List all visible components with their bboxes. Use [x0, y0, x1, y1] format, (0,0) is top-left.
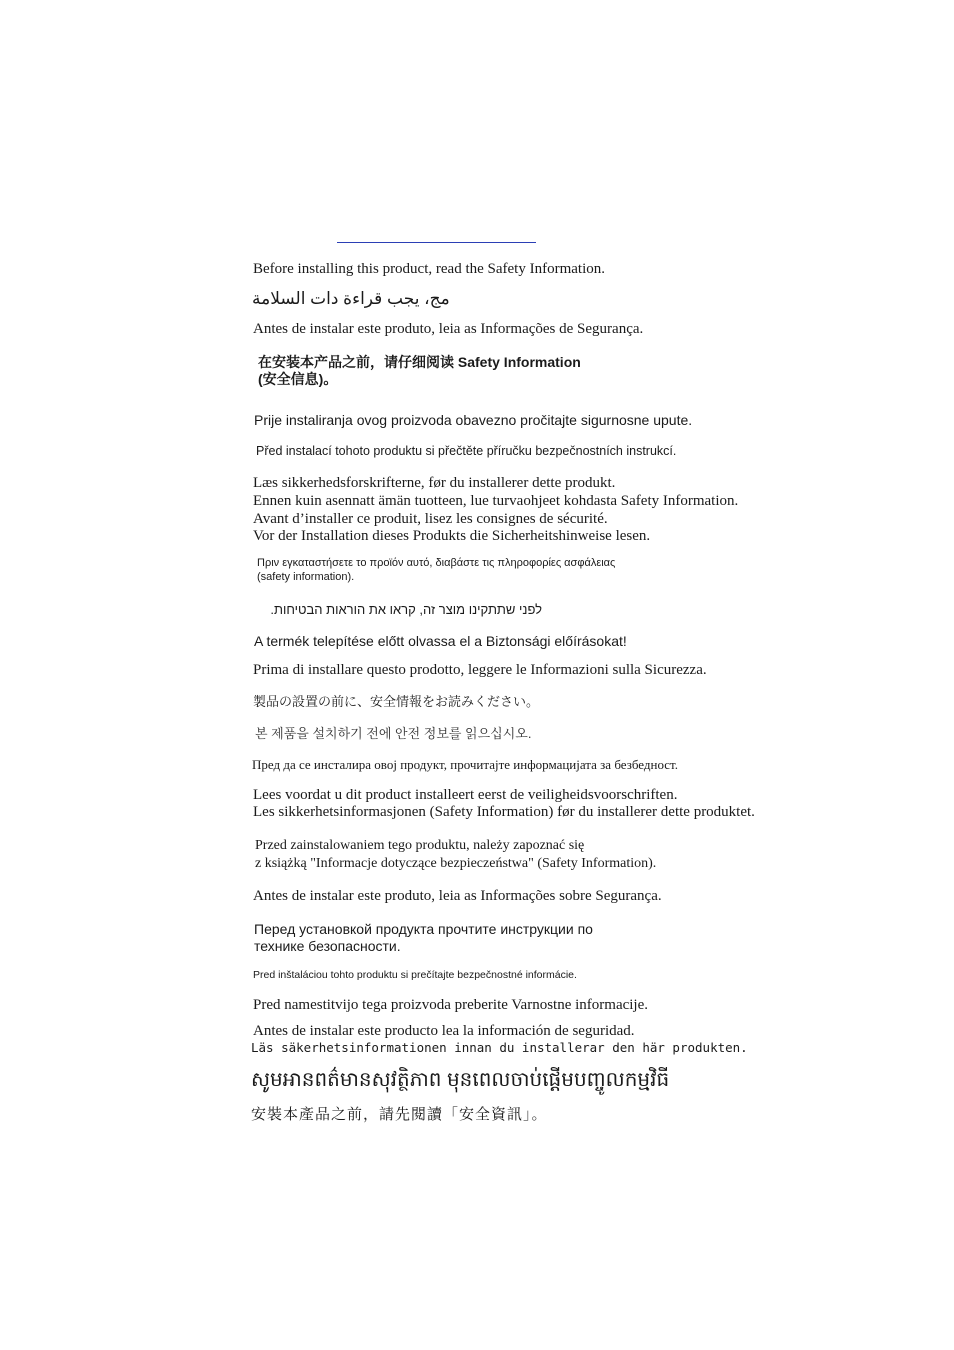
safety-line-polish-2: z książką "Informacje dotyczące bezpieczeństwa" (Safety Information). [255, 856, 657, 871]
safety-line-english: Before installing this product, read the Safety Information. [253, 261, 605, 277]
safety-line-czech: Před instalací tohoto produktu si přečtěte příručku bezpečnostních instrukcí. [256, 444, 677, 458]
safety-line-chinese-traditional: 安裝本產品之前，請先閱讀「安全資訊」。 [251, 1107, 548, 1123]
safety-line-french: Avant d’installer ce produit, lisez les consignes de sécurité. [253, 511, 608, 527]
safety-line-polish-1: Przed zainstalowaniem tego produktu, należy zapoznać się [255, 838, 585, 853]
safety-line-croatian: Prije instaliranja ovog proizvoda obavezno pročitajte sigurnosne upute. [254, 412, 693, 428]
safety-line-slovenian: Pred namestitvijo tega proizvoda preberite Varnostne informacije. [253, 997, 649, 1013]
safety-line-arabic: مج، يجب قراءة دات السلامة [252, 289, 450, 308]
safety-line-norwegian: Les sikkerhetsinformasjonen (Safety Information) før du installerer dette produktet. [253, 804, 755, 820]
safety-line-russian-1: Перед установкой продукта прочтите инструкции по [254, 921, 593, 937]
safety-line-german: Vor der Installation dieses Produkts die Sicherheitshinweise lesen. [253, 528, 651, 544]
safety-line-finnish: Ennen kuin asennatt ämän tuotteen, lue turvaohjeet kohdasta Safety Information. [253, 493, 739, 509]
link-underline [337, 242, 536, 243]
safety-line-hungarian: A termék telepítése előtt olvassa el a Biztonsági előírásokat! [254, 633, 627, 649]
safety-line-spanish: Antes de instalar este producto lea la información de seguridad. [253, 1023, 635, 1039]
safety-line-italian: Prima di installare questo prodotto, leggere le Informazioni sulla Sicurezza. [253, 662, 707, 678]
safety-line-russian-2: технике безопасности. [254, 938, 401, 954]
safety-line-macedonian: Пред да се инсталира овој продукт, прочитајте информацијата за безбедност. [252, 757, 678, 772]
safety-line-khmer: សូមអានពត៌មានសុវត្ថិភាព មុនពេលចាប់ផ្តើមបញ្ចូលកម្មវិធី [251, 1069, 670, 1091]
safety-line-portuguese-br: Antes de instalar este produto, leia as Informações de Segurança. [253, 321, 644, 337]
safety-line-portuguese: Antes de instalar este produto, leia as Informações sobre Segurança. [253, 888, 662, 904]
safety-line-chinese-simplified-2: (安全信息)。 [258, 371, 338, 387]
safety-line-japanese: 製品の設置の前に、安全情報をお読みください。 [253, 694, 540, 709]
safety-line-greek-1: Πριν εγκαταστήσετε το προϊόν αυτό, διαβάστε τις πληροφορίες ασφάλειας [257, 557, 616, 569]
safety-line-danish: Læs sikkerhedsforskrifterne, før du installerer dette produkt. [253, 475, 616, 491]
safety-line-chinese-simplified-1: 在安装本产品之前，请仔细阅读 Safety Information [258, 354, 581, 370]
safety-line-greek-2: (safety information). [257, 571, 355, 583]
safety-line-swedish: Läs säkerhetsinformationen innan du installerar den här produkten. [251, 1040, 748, 1055]
safety-line-slovak: Pred inštaláciou tohto produktu si prečítajte bezpečnostné informácie. [253, 969, 577, 981]
safety-line-hebrew: לפני שתתקינו מוצר זה, קראו את הוראות הבטיחות. [270, 602, 542, 617]
safety-line-dutch: Lees voordat u dit product installeert eerst de veiligheidsvoorschriften. [253, 787, 678, 803]
safety-line-korean: 본 제품을 설치하기 전에 안전 정보를 읽으십시오. [255, 726, 532, 741]
